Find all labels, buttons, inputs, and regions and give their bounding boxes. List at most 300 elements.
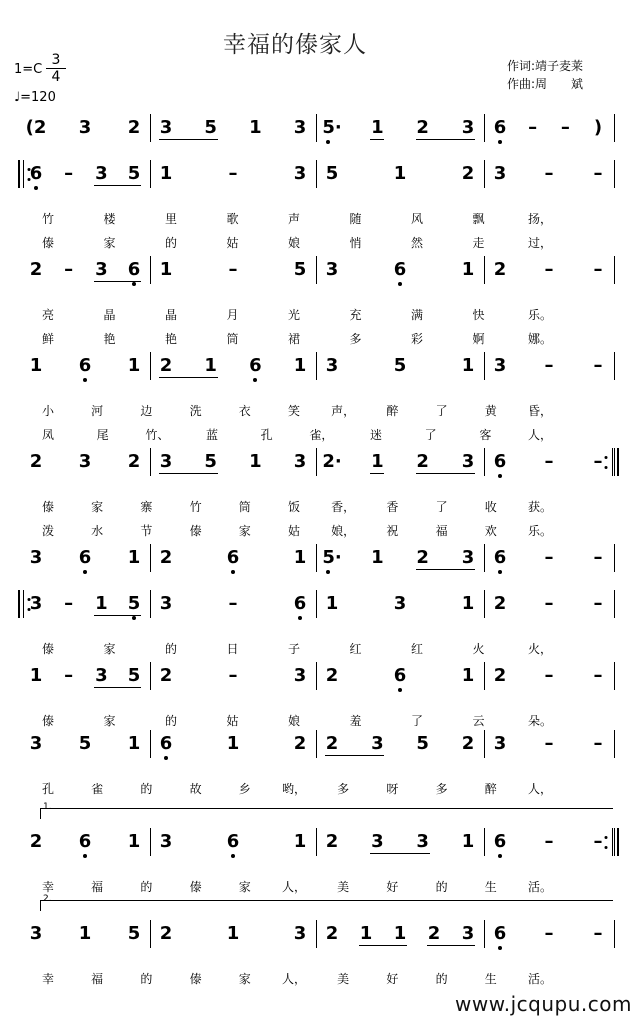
lyric-syllable: 雀 xyxy=(91,782,104,796)
note: 5 xyxy=(127,163,141,184)
repeat-start-thin xyxy=(23,160,24,188)
lyric-syllable: 蓝 xyxy=(205,428,219,442)
lyric-syllable: 娜。 xyxy=(527,332,553,346)
volta-bracket xyxy=(40,802,613,819)
lyric-syllable: 哟， xyxy=(281,782,307,796)
lyric-syllable: 黄 xyxy=(484,404,497,418)
bar-line xyxy=(614,662,615,690)
note: – xyxy=(64,593,74,614)
note: 1 xyxy=(461,259,475,280)
note: – xyxy=(560,117,570,138)
note: 3 xyxy=(293,117,307,138)
bar-line xyxy=(484,828,485,856)
lyric-syllable: 泼 xyxy=(41,524,55,538)
lyric-syllable: 然 xyxy=(410,236,424,250)
eighth-beam xyxy=(416,569,475,570)
note: 3 xyxy=(461,451,475,472)
low-octave-dot xyxy=(498,140,502,144)
note: 6 xyxy=(493,547,507,568)
note: – xyxy=(593,547,603,568)
note: 2 xyxy=(159,665,173,686)
lyric-syllable: 家 xyxy=(238,524,251,538)
lyric-syllable: 活。 xyxy=(527,972,553,986)
lyric-syllable: 雀， xyxy=(309,428,334,442)
lyric-syllable: 朵。 xyxy=(527,714,553,728)
low-octave-dot xyxy=(83,854,87,858)
bar-line xyxy=(484,352,485,380)
note: 6 xyxy=(78,831,92,852)
lyric-syllable: 声， xyxy=(331,404,356,418)
bar-line xyxy=(614,920,615,948)
lyric-syllable: 的 xyxy=(140,782,153,796)
lyric-syllable: 的 xyxy=(164,642,178,656)
lyric-syllable: 人， xyxy=(281,972,307,986)
note: – xyxy=(544,923,554,944)
lyric-syllable: 了 xyxy=(435,404,448,418)
lyric-syllable: 寨 xyxy=(140,500,153,514)
lyric-syllable: 好 xyxy=(386,972,399,986)
note: 3 xyxy=(159,117,173,138)
lyric-syllable: 傣 xyxy=(189,880,202,894)
note: 6 xyxy=(293,593,307,614)
note: 6 xyxy=(493,117,507,138)
lyric-syllable: 边 xyxy=(140,404,153,418)
low-octave-dot xyxy=(298,616,302,620)
note: 3 xyxy=(493,163,507,184)
lyric-syllable: 的 xyxy=(435,880,448,894)
note: 3 xyxy=(95,665,108,686)
lyric-syllable: 生 xyxy=(484,880,497,894)
lyric-syllable: 竹 xyxy=(189,500,202,514)
bar-line xyxy=(614,352,615,380)
note: 6 xyxy=(159,733,173,754)
lyric-syllable: 客 xyxy=(479,428,492,442)
lyric-syllable: 祝 xyxy=(386,524,399,538)
eighth-beam xyxy=(159,377,218,378)
lyric-syllable: 彩 xyxy=(410,332,424,346)
lyric-syllable: 姑 xyxy=(226,236,239,250)
lyric-syllable: 姑 xyxy=(226,714,239,728)
note: 5 xyxy=(204,451,217,472)
note: 3 xyxy=(29,733,43,754)
bar-line xyxy=(150,920,151,948)
lyric-syllable: 娘 xyxy=(287,714,301,728)
note: 1 xyxy=(461,831,475,852)
note: 2 xyxy=(159,547,173,568)
lyric-syllable: 人， xyxy=(527,428,553,442)
lyric-syllable: 幸 xyxy=(41,972,55,986)
note: 5 xyxy=(127,665,141,686)
note: 1 xyxy=(393,923,407,944)
note: 1 xyxy=(293,355,307,376)
note: 2 xyxy=(325,923,339,944)
eighth-beam xyxy=(359,945,407,946)
low-octave-dot xyxy=(253,378,257,382)
note: 1 xyxy=(29,665,43,686)
note: 2 xyxy=(29,451,43,472)
low-octave-dot xyxy=(83,378,87,382)
note: – xyxy=(544,355,554,376)
note: 3 xyxy=(159,451,173,472)
note: – xyxy=(593,355,603,376)
bar-line xyxy=(316,448,317,476)
repeat-start-thin xyxy=(23,590,24,618)
note: – xyxy=(593,163,603,184)
note: 1 xyxy=(371,451,384,472)
note: 1 xyxy=(325,593,339,614)
lyric-syllable: 了 xyxy=(435,500,448,514)
bar-line xyxy=(484,662,485,690)
note: 3 xyxy=(29,593,43,614)
note: 3 xyxy=(293,451,307,472)
bar-line xyxy=(484,160,485,188)
lyric-syllable: 醉 xyxy=(386,404,399,418)
note: 6 xyxy=(493,831,507,852)
lyric-syllable: 风 xyxy=(410,212,424,226)
note: 5 xyxy=(127,593,141,614)
low-octave-dot xyxy=(132,616,136,620)
lyric-syllable: 美 xyxy=(337,972,350,986)
bar-line xyxy=(316,590,317,618)
eighth-beam xyxy=(370,853,429,854)
note: – xyxy=(544,259,554,280)
low-octave-dot xyxy=(498,474,502,478)
lyric-syllable: 美 xyxy=(337,880,350,894)
lyric-syllable: 孔 xyxy=(41,782,55,796)
note: 3 xyxy=(461,117,475,138)
note: 3 xyxy=(371,831,384,852)
bar-line xyxy=(484,590,485,618)
note: 1 xyxy=(226,733,240,754)
note: 3 xyxy=(293,923,307,944)
note: 1 xyxy=(461,665,475,686)
note: – xyxy=(593,733,603,754)
bar-line xyxy=(614,256,615,284)
eighth-beam xyxy=(94,615,141,616)
note: 5 xyxy=(416,733,429,754)
lyric-syllable: 了 xyxy=(424,428,437,442)
lyric-syllable: 婀 xyxy=(472,332,485,346)
note: 3 xyxy=(29,547,43,568)
note: – xyxy=(544,547,554,568)
lyric-syllable: 香 xyxy=(386,500,399,514)
note: 1 xyxy=(226,923,240,944)
note: – xyxy=(593,259,603,280)
lyric-syllable: 傣 xyxy=(41,500,55,514)
note: 5· xyxy=(322,547,342,568)
note: 1 xyxy=(127,547,141,568)
low-octave-dot xyxy=(164,756,168,760)
bar-line xyxy=(150,828,151,856)
bar-line xyxy=(150,544,151,572)
lyric-syllable: 晶 xyxy=(164,308,178,322)
bar-line xyxy=(316,544,317,572)
note: – xyxy=(593,831,603,852)
lyric-syllable: 幸 xyxy=(41,880,55,894)
bar-line xyxy=(316,256,317,284)
low-octave-dot xyxy=(498,946,502,950)
note: 3 xyxy=(293,163,307,184)
note: 1 xyxy=(249,451,262,472)
note: 6 xyxy=(249,355,262,376)
lyric-syllable: 声 xyxy=(287,212,301,226)
note: 6 xyxy=(127,259,141,280)
note: – xyxy=(544,665,554,686)
key-signature: 1=C xyxy=(14,62,43,77)
note: 5 xyxy=(204,117,217,138)
note: 2 xyxy=(325,733,339,754)
lyric-syllable: 筒 xyxy=(238,500,251,514)
lyric-syllable: 的 xyxy=(435,972,448,986)
low-octave-dot xyxy=(498,570,502,574)
lyric-syllable: 家 xyxy=(238,972,251,986)
volta-number: 1. xyxy=(43,802,52,812)
note: 3 xyxy=(393,593,407,614)
repeat-end-thin xyxy=(612,828,613,856)
lyric-syllable: 鲜 xyxy=(41,332,55,346)
lyric-syllable: 河 xyxy=(91,404,104,418)
lyric-syllable: 乡 xyxy=(238,782,251,796)
repeat-dot xyxy=(605,836,608,839)
bar-line xyxy=(614,544,615,572)
note: 2 xyxy=(159,355,173,376)
bar-line xyxy=(484,448,485,476)
low-octave-dot xyxy=(498,854,502,858)
note: ) xyxy=(593,117,603,138)
note: 6 xyxy=(393,259,407,280)
lyric-syllable: 快 xyxy=(472,308,485,322)
note: 6 xyxy=(78,355,92,376)
lyric-syllable: 傣 xyxy=(41,714,55,728)
lyric-syllable: 飘 xyxy=(472,212,485,226)
lyric-syllable: 艳 xyxy=(103,332,116,346)
note: 3 xyxy=(159,831,173,852)
repeat-dot xyxy=(605,846,608,849)
lyric-syllable: 日 xyxy=(226,642,239,656)
lyric-syllable: 傣 xyxy=(189,524,202,538)
lyric-syllable: 满 xyxy=(410,308,424,322)
note: 1 xyxy=(159,163,173,184)
note: 1 xyxy=(127,733,141,754)
note: 2 xyxy=(461,733,475,754)
lyric-syllable: 红 xyxy=(349,642,362,656)
note: 5 xyxy=(78,733,92,754)
note: 1 xyxy=(393,163,407,184)
meter-top: 3 xyxy=(46,52,66,69)
lyric-syllable: 饭 xyxy=(287,500,301,514)
lyric-syllable: 多 xyxy=(349,332,362,346)
lyric-syllable: 家 xyxy=(103,714,116,728)
lyric-syllable: 多 xyxy=(435,782,448,796)
bar-line xyxy=(484,114,485,142)
low-octave-dot xyxy=(398,688,402,692)
lyric-syllable: 呀 xyxy=(386,782,399,796)
lyric-syllable: 裙 xyxy=(287,332,301,346)
note: – xyxy=(544,451,554,472)
lyric-syllable: 衣 xyxy=(238,404,251,418)
bar-line xyxy=(484,256,485,284)
lyric-syllable: 火， xyxy=(527,642,553,656)
note: 3 xyxy=(416,831,429,852)
note: 3 xyxy=(159,593,173,614)
bar-line xyxy=(150,256,151,284)
note: 6 xyxy=(226,831,240,852)
eighth-beam xyxy=(325,755,384,756)
repeat-dot xyxy=(605,456,608,459)
bar-line xyxy=(150,662,151,690)
note: 3 xyxy=(78,451,92,472)
bar-line xyxy=(614,448,615,476)
lyric-syllable: 家 xyxy=(91,500,104,514)
lyric-syllable: 家 xyxy=(103,236,116,250)
bar-line xyxy=(316,730,317,758)
volta-bracket xyxy=(40,894,613,911)
note: – xyxy=(544,163,554,184)
note: 1 xyxy=(78,923,92,944)
low-octave-dot xyxy=(398,282,402,286)
lyric-syllable: 子 xyxy=(287,642,301,656)
bar-line xyxy=(614,160,615,188)
lyric-syllable: 好 xyxy=(386,880,399,894)
lyric-syllable: 竹 xyxy=(41,212,55,226)
lyric-syllable: 过， xyxy=(527,236,553,250)
note: 3 xyxy=(293,665,307,686)
note: 3 xyxy=(493,733,507,754)
note: 1 xyxy=(127,831,141,852)
lyric-syllable: 凤 xyxy=(41,428,55,442)
note: – xyxy=(528,117,538,138)
note: – xyxy=(64,259,74,280)
note: 2 xyxy=(127,451,141,472)
lyric-syllable: 歌 xyxy=(226,212,239,226)
lyric-syllable: 乐。 xyxy=(527,308,553,322)
lyric-syllable: 福 xyxy=(91,880,104,894)
low-octave-dot xyxy=(326,140,330,144)
lyric-syllable: 故 xyxy=(189,782,202,796)
note: 1 xyxy=(293,831,307,852)
note: 2 xyxy=(493,665,507,686)
bar-line xyxy=(484,544,485,572)
note: 2· xyxy=(322,451,342,472)
note: – xyxy=(228,163,238,184)
note: 1 xyxy=(95,593,108,614)
volta-number: 2. xyxy=(43,894,52,904)
lyric-syllable: 竹、 xyxy=(145,428,170,442)
note: 5 xyxy=(325,163,339,184)
repeat-dot xyxy=(605,466,608,469)
note: – xyxy=(64,163,74,184)
lyric-syllable: 的 xyxy=(140,972,153,986)
note: 2 xyxy=(29,259,43,280)
note: 6 xyxy=(78,547,92,568)
note: 3 xyxy=(29,923,43,944)
bar-line xyxy=(614,590,615,618)
lyric-syllable: 活。 xyxy=(527,880,553,894)
note: 1 xyxy=(204,355,217,376)
lyric-syllable: 洗 xyxy=(189,404,202,418)
note: 2 xyxy=(461,163,475,184)
lyric-syllable: 乐。 xyxy=(527,524,553,538)
bar-line xyxy=(150,448,151,476)
note: – xyxy=(544,593,554,614)
note: – xyxy=(228,665,238,686)
lyric-syllable: 姑 xyxy=(287,524,301,538)
eighth-beam xyxy=(94,687,141,688)
lyric-syllable: 艳 xyxy=(164,332,178,346)
note: – xyxy=(593,593,603,614)
note: 2 xyxy=(127,117,141,138)
lyric-syllable: 的 xyxy=(140,880,153,894)
note: – xyxy=(64,665,74,686)
lyric-syllable: 尾 xyxy=(96,428,109,442)
lyric-syllable: 获。 xyxy=(527,500,553,514)
note: 3 xyxy=(95,259,108,280)
eighth-beam xyxy=(94,281,141,282)
note: – xyxy=(228,593,238,614)
lyric-syllable: 云 xyxy=(472,714,485,728)
lyric-syllable: 昏， xyxy=(527,404,553,418)
bar-line xyxy=(150,352,151,380)
low-octave-dot xyxy=(231,854,235,858)
eighth-beam xyxy=(159,473,218,474)
bar-line xyxy=(150,730,151,758)
note: 6 xyxy=(29,163,43,184)
lyric-syllable: 走 xyxy=(472,236,485,250)
time-signature xyxy=(46,52,66,85)
note: 2 xyxy=(159,923,173,944)
lyric-syllable: 水 xyxy=(91,524,104,538)
tempo-value: =120 xyxy=(20,90,56,105)
bar-line xyxy=(614,730,615,758)
repeat-end-thick xyxy=(617,448,619,476)
note: 2 xyxy=(416,117,429,138)
lyric-syllable: 傣 xyxy=(41,642,55,656)
low-octave-dot xyxy=(34,186,38,190)
note: 1 xyxy=(127,355,141,376)
bar-line xyxy=(150,114,151,142)
bar-line xyxy=(316,828,317,856)
note: 1 xyxy=(371,547,384,568)
note: 3 xyxy=(461,547,475,568)
eighth-beam xyxy=(416,473,475,474)
lyric-syllable: 娘 xyxy=(287,236,301,250)
bar-line xyxy=(484,730,485,758)
lyric-syllable: 孔 xyxy=(260,428,273,442)
note: 2 xyxy=(29,831,43,852)
note: – xyxy=(228,259,238,280)
eighth-beam xyxy=(427,945,475,946)
lyric-syllable: 随 xyxy=(349,212,362,226)
note: 6 xyxy=(226,547,240,568)
lyric-syllable: 光 xyxy=(287,308,301,322)
low-octave-dot xyxy=(83,570,87,574)
low-octave-dot xyxy=(231,570,235,574)
repeat-end-thick xyxy=(617,828,619,856)
note: 6 xyxy=(393,665,407,686)
note: 2 xyxy=(325,665,339,686)
note: 2 xyxy=(416,451,429,472)
low-octave-dot xyxy=(132,282,136,286)
song-title: 幸福的傣家人 xyxy=(223,32,367,58)
note: 3 xyxy=(493,355,507,376)
lyric-syllable: 扬， xyxy=(527,212,553,226)
note: 2 xyxy=(293,733,307,754)
lyric-syllable: 了 xyxy=(410,714,424,728)
note: – xyxy=(544,733,554,754)
lyric-syllable: 迷 xyxy=(369,428,383,442)
bar-line xyxy=(316,662,317,690)
note: 1 xyxy=(159,259,173,280)
